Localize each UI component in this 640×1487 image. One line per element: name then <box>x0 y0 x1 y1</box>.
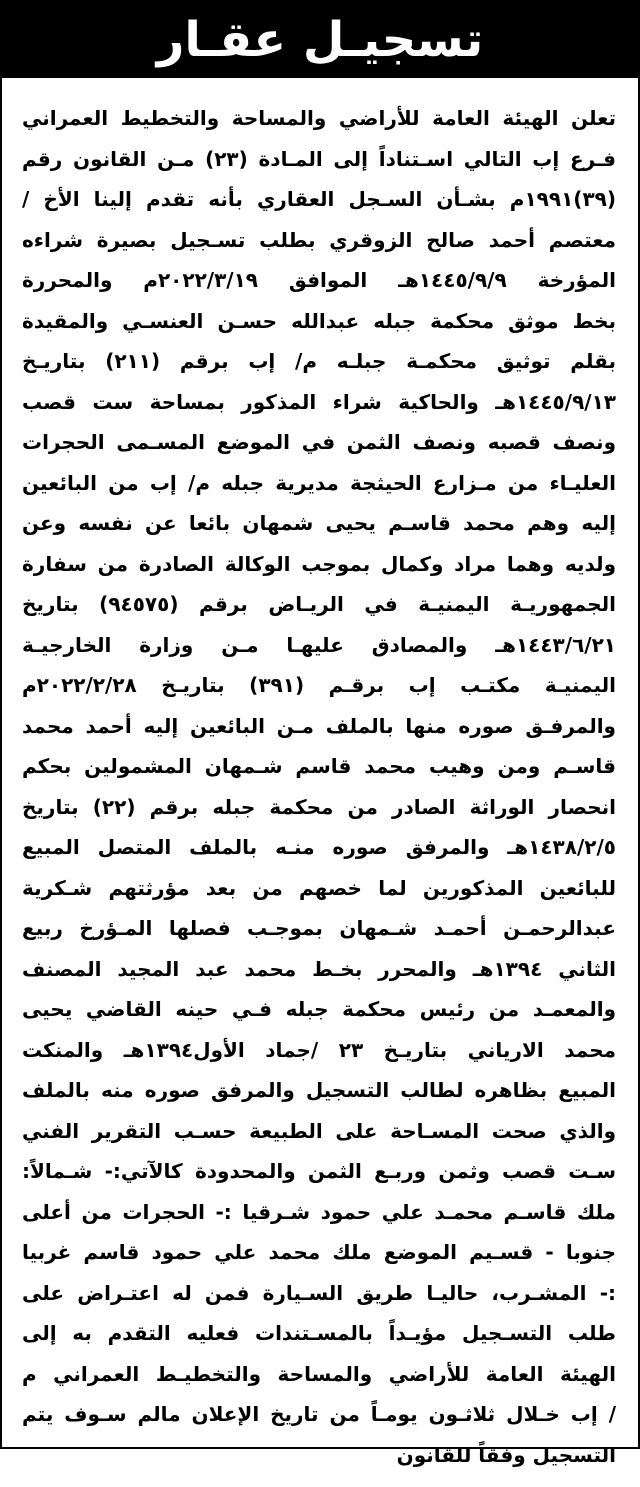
notice-line: جنوبا - قسـيم الموضع ملك محمد علي حمود قاسم غربيا <box>22 1240 616 1264</box>
notice-body <box>2 78 638 1487</box>
notice-line: المبيع بظاهره لطالب التسجيل والمرفق صوره منه بالملف <box>22 1078 616 1102</box>
notice-line: :- المشـرب، حاليـا طريق السـيارة فمن له اعتـراض على <box>22 1280 616 1305</box>
notice-line: معتصم أحمد صالح الزوقري بطلب تسـجيل بصيرة شراءه <box>22 227 616 252</box>
notice-line: طلب التسـجيل مؤيـداً بالمسـتندات فعليه التقدم به إلى <box>22 1321 616 1345</box>
notice-line: عبدالرحمـن أحمـد شـمهان بموجـب فصلها المـؤرخ ربيع <box>22 916 616 940</box>
notice-header <box>2 2 638 78</box>
notice-line: بخط موثق محكمة جبله عبدالله حسـن العنسـي والمقيدة <box>22 308 616 333</box>
notice-line: تعلن الهيئة العامة للأراضي والمساحة والتخطيط العمراني <box>22 106 616 130</box>
notice-line: / إب خـلال ثلاثـون يومـاً من تاريخ الإعلان مالم سـوف يتم <box>22 1402 616 1426</box>
notice-line: اليمنيـة مكتـب إب برقـم (٣٩١) بتاريـخ ٢٠٢٢/٢/٢٨م <box>22 673 616 697</box>
notice-line: المؤرخة ١٤٤٥/٩/٩هـ الموافق ٢٠٢٢/٣/١٩م والمحررة <box>22 268 616 292</box>
notice-line: ١٤٤٥/٩/١٣هـ والحاكية شراء المذكور بمساحة ست قصب <box>22 389 616 414</box>
notice-line: الهيئة العامة للأراضي والمساحة والتخطيـط العمراني م <box>22 1361 616 1386</box>
notice-line: الثاني ١٣٩٤هـ والمحرر بخـط محمد عبد المجيد المصنف <box>22 956 616 981</box>
notice-line: إليه وهم محمد قاسـم يحيى شمهان بائعا عن نفسه وعن <box>22 511 616 535</box>
notice-line: ولديه وهما مراد وكمال بموجب الوكالة الصادرة من سفارة <box>22 551 616 576</box>
notice-line: محمد الارياني بتاريـخ ٢٣ /جماد الأول١٣٩٤هـ والمنكت <box>22 1037 616 1062</box>
notice-line: قاسـم ومن وهيب محمد قاسم شـمهان المشمولين بحكم <box>22 754 616 778</box>
notice-line: ١٤٤٣/٦/٢١هـ والمصادق عليهـا مـن وزارة الخارجيـة <box>22 632 616 657</box>
notice-line: ونصف قصبه ونصف الثمن في الموضع المسـمى الحجرات <box>22 430 616 454</box>
notice-line: فـرع إب التالي اسـتناداً إلى المـادة (٢٣) مـن القانون رقم <box>22 146 616 171</box>
notice-line: والمعمـد من رئيس محكمة جبله فـي حينه القاضي يحيى <box>22 997 616 1021</box>
notice-line: والذي صحت المسـاحة على الطبيعة حسـب التقرير الفني <box>22 1118 616 1143</box>
notice-line: بقلم توثيق محكمـة جبلـه م/ إب برقم (٢١١) بتاريـخ <box>22 349 616 373</box>
notice-title: تسجيـل عقـار <box>156 12 484 68</box>
notice-line: الجمهوريـة اليمنيـة في الريـاض برقم (٩٤٥٧٥) بتاريخ <box>22 592 616 616</box>
notice-line: ١٤٣٨/٢/٥هـ والمرفق صوره منـه بالملف المتصل المبيع <box>22 835 616 859</box>
notice-line: العليـاء من مـزارع الحيثجة مديرية جبله م/ إب من البائعين <box>22 470 616 495</box>
notice-line: التسجيل وفقاً للقانون <box>396 1442 616 1467</box>
notice-line: ملك قاسـم محمـد علي حمود شـرقيا :- الحجرات من أعلى <box>22 1199 616 1224</box>
notice-line: سـت قصب وثمن وربـع الثمن والمحدودة كالآتي:- شـمالاً: <box>22 1159 616 1183</box>
notice-line: (٣٩)١٩٩١م بشـأن السـجل العقاري بأنه تقدم إلينا الأخ / <box>22 187 616 211</box>
notice-line: للبائعين المذكورين لما خصهم من بعد مؤرثتهم شـكرية <box>22 875 616 900</box>
notice-line: انحصار الوراثة الصادر من محكمة جبله برقم (٢٢) بتاريخ <box>22 794 616 819</box>
notice-line: والمرفـق صوره منها بالملف مـن البائعين إليه أحمد محمد <box>22 713 616 738</box>
